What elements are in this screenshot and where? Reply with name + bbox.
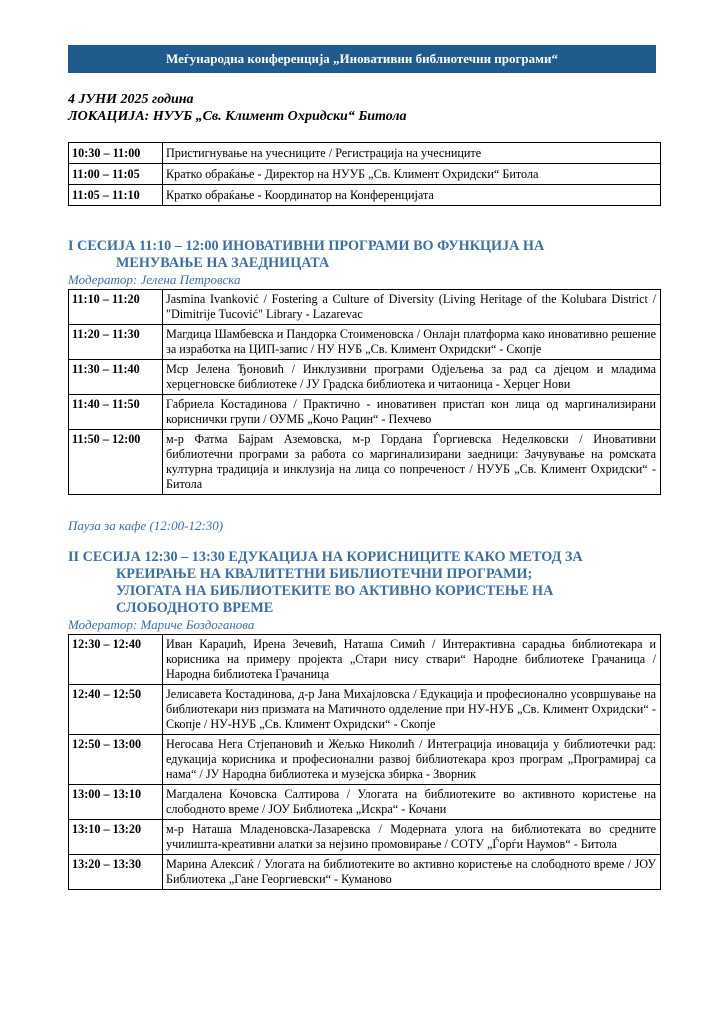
description-cell: Иван Караџић, Ирена Зечевић, Наташа Симић / Интерактивна сарадња библиотекара и корисника на примеру пројекта „Стари нису ствари“ Народне библиотеке Грачаница / Народна библиотека Грачаница [163, 635, 661, 685]
time-cell: 12:30 – 12:40 [69, 635, 163, 685]
time-cell: 13:10 – 13:20 [69, 820, 163, 855]
session-2-heading [68, 549, 660, 617]
description-cell: Негосава Нега Стјепановић и Жељко Николић / Интеграција иновација у библиотечки рад: едукација корисника и професионални развој библиотекара кроз програм „Програмирај са нама“ / ЈУ Народна библиотека и музејска збирка - Зворник [163, 735, 661, 785]
table-row [69, 635, 661, 685]
session-1-heading [68, 238, 660, 272]
session-2-title-line2: КРЕИРАЊЕ НА КВАЛИТЕТНИ БИБЛИОТЕЧНИ ПРОГРАМИ; [116, 566, 533, 582]
time-cell: 12:40 – 12:50 [69, 685, 163, 735]
session-2-title-line3: УЛОГАТА НА БИБЛИОТЕКИТЕ ВО АКТИВНО КОРИСТЕЊЕ НА [116, 583, 554, 599]
table-row [69, 395, 661, 430]
time-cell: 13:20 – 13:30 [69, 855, 163, 890]
conference-banner: Меѓународна конференција „Иновативни библиотечни програми“ [68, 45, 656, 73]
table-row [69, 685, 661, 735]
description-cell: м-р Фатма Бајрам Аземовска, м-р Гордана Ѓоргиевска Неделковски / Иновативни библиотечни програми за работа со маргинализирани заедници: Зачувување на ромската културна традиција и инклузија на лица со попреченост / НУУБ „Св. Климент Охридски“ - Битола [163, 430, 661, 495]
description-cell: Мср Јелена Ђоновић / Инклузивни програми Одјељења за рад са дјецом и младима херцегновске библиотеке / ЈУ Градска библиотека и читаоница - Херцег Нови [163, 360, 661, 395]
description-cell: Jasmina Ivanković / Fostering a Culture of Diversity (Living Heritage of the Kolubara District / "Dimitrije Tucović" Library - Lazarevac [163, 290, 661, 325]
description-cell: Јелисавета Костадинова, д-р Јана Михајловска / Едукација и професионално усовршување на библиотекари низ призмата на Матичното одделение при НУ-НУБ „Св. Климент Охридски“ - Скопје / НУ-НУБ „Св. Климент Охридски“ - Скопје [163, 685, 661, 735]
table-row [69, 143, 661, 164]
session-1-moderator: Модератор: Јелена Петровска [68, 272, 241, 287]
session-2-moderator: Модератор: Мариче Боздоганова [68, 617, 255, 632]
table-row [69, 855, 661, 890]
description-cell: Габриела Костадинова / Практично - иновативен пристап кон лица од маргинализирани кориснички групи / ОУМБ „Кочо Рацин“ - Пехчево [163, 395, 661, 430]
table-row [69, 290, 661, 325]
description-cell: м-р Наташа Младеновска-Лазаревска / Модерната улога на библиотеката во средните училишта-креативни алатки за нејзино промовирање / СОТУ „Ѓорѓи Наумов“ - Битола [163, 820, 661, 855]
opening-schedule-table [68, 142, 661, 206]
description-cell: Кратко обраќање - Директор на НУУБ „Св. Климент Охридски“ Битола [163, 164, 661, 185]
table-row [69, 325, 661, 360]
time-cell: 11:30 – 11:40 [69, 360, 163, 395]
time-cell: 10:30 – 11:00 [69, 143, 163, 164]
time-cell: 11:50 – 12:00 [69, 430, 163, 495]
description-cell: Марина Алексиќ / Улогата на библиотеките во активно користење на слободното време / ЈОУ Библиотека „Гане Георгиевски“ - Куманово [163, 855, 661, 890]
session-1-title-line2: МЕНУВАЊЕ НА ЗАЕДНИЦАТА [116, 255, 330, 271]
time-cell: 11:10 – 11:20 [69, 290, 163, 325]
table-row [69, 785, 661, 820]
table-row [69, 164, 661, 185]
time-cell: 13:00 – 13:10 [69, 785, 163, 820]
description-cell: Магдица Шамбевска и Пандорка Стоименовска / Онлајн платформа како иновативно решение за изработка на ЦИП-запис / НУ НУБ „Св. Климент Охридски“ - Скопје [163, 325, 661, 360]
session-1-title-line1: I СЕСИЈА 11:10 – 12:00 ИНОВАТИВНИ ПРОГРАМИ ВО ФУНКЦИЈА НА [68, 238, 545, 254]
time-cell: 11:20 – 11:30 [69, 325, 163, 360]
table-row [69, 735, 661, 785]
time-cell: 11:00 – 11:05 [69, 164, 163, 185]
table-row [69, 430, 661, 495]
session-2-title-line1: II СЕСИЈА 12:30 – 13:30 ЕДУКАЦИЈА НА КОРИСНИЦИТЕ КАКО МЕТОД ЗА [68, 549, 583, 565]
event-date: 4 ЈУНИ 2025 година [68, 92, 194, 107]
session-2-table [68, 634, 661, 890]
event-location: ЛОКАЦИЈА: НУУБ „Св. Климент Охридски“ Битола [68, 109, 407, 124]
time-cell: 12:50 – 13:00 [69, 735, 163, 785]
coffee-break-note: Пауза за кафе (12:00-12:30) [68, 518, 224, 533]
description-cell: Пристигнување на учесниците / Регистрација на учесниците [163, 143, 661, 164]
table-row [69, 360, 661, 395]
description-cell: Магдалена Кочовска Салтирова / Улогата на библиотеките во активното користење на слободното време / ЈОУ Библиотека „Искра“ - Кочани [163, 785, 661, 820]
table-row [69, 820, 661, 855]
table-row [69, 185, 661, 206]
time-cell: 11:40 – 11:50 [69, 395, 163, 430]
session-2-title-line4: СЛОБОДНОТО ВРЕМЕ [116, 600, 274, 616]
session-1-table [68, 289, 661, 495]
description-cell: Кратко обраќање - Координатор на Конференцијата [163, 185, 661, 206]
time-cell: 11:05 – 11:10 [69, 185, 163, 206]
